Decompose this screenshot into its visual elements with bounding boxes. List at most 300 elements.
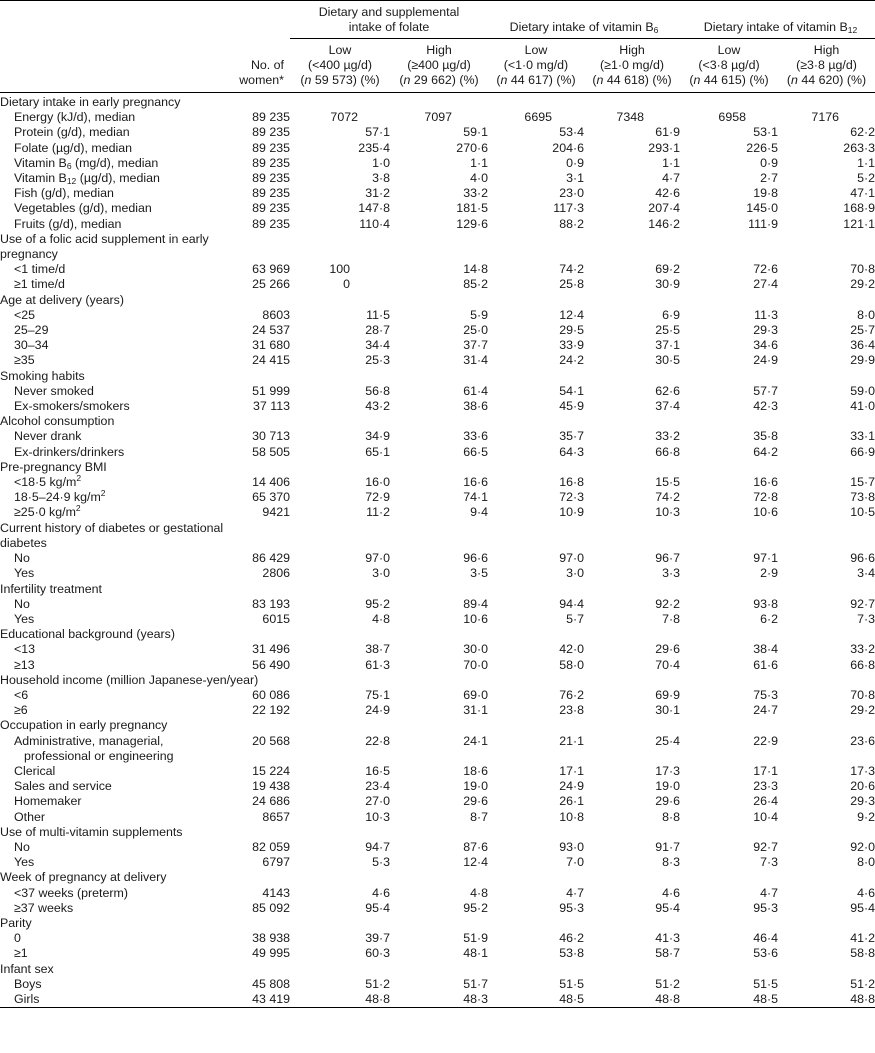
row-label-text: Occupation in early pregnancy [0, 718, 168, 733]
cell-value: 25·4 [655, 733, 680, 748]
row-label-text: Homemaker [14, 794, 82, 809]
cell-value [290, 749, 390, 764]
cell-value: 87·6 [463, 839, 488, 854]
cell-n-women: 89 235 [252, 110, 290, 125]
cell-value: 69·9 [655, 687, 680, 702]
table-row [0, 946, 875, 961]
row-label-suffix: (µg/d), median [76, 171, 160, 186]
cell-value: 29·2 [850, 277, 875, 292]
row-label-text: pregnancy [0, 247, 58, 262]
cell-value: 58·0 [559, 657, 584, 672]
cell-n-women: 24 537 [252, 323, 290, 338]
cell-value: 36·4 [850, 338, 875, 353]
section-header-row [0, 247, 875, 262]
header-col-n: 59 573 [314, 73, 353, 87]
cell-value: 100 [329, 262, 350, 277]
cell-n-women: 86 429 [252, 551, 290, 566]
header-col-n-prefix: n [304, 73, 312, 87]
table-row [0, 901, 875, 916]
cell-value: 29·5 [559, 323, 584, 338]
header-col-n: 44 617 [510, 73, 549, 87]
cell-value: 92·0 [850, 839, 875, 854]
section-header-row [0, 521, 875, 536]
table-row [0, 262, 875, 277]
cell-value: 263·3 [843, 140, 875, 155]
row-label-text: ≥6 [14, 703, 28, 718]
cell-value: 10·4 [753, 809, 778, 824]
row-label-text: Other [14, 809, 45, 824]
cell-value: 8·0 [857, 307, 875, 322]
row-label-text: Girls [14, 991, 40, 1006]
row-label-text: Infant sex [0, 961, 54, 976]
cell-n-women: 37 113 [253, 399, 290, 414]
row-label-text: 18·5–24·9 kg/m [14, 490, 101, 505]
cell-n-women: 6797 [262, 855, 290, 870]
cell-value: 27·4 [753, 277, 778, 292]
cell-value: 95·4 [850, 900, 875, 915]
row-label [0, 886, 238, 901]
row-label-text: Energy (kJ/d), median [14, 110, 136, 125]
row-label-text: Parity [0, 915, 32, 930]
cell-n-women: 89 235 [252, 171, 290, 186]
group-header-b12-text: Dietary intake of vitamin B [703, 20, 848, 34]
cell-value: 64·2 [753, 444, 778, 459]
row-label [0, 277, 238, 292]
header-col-b6-low: Low (<1·0 mg/d) (n 44 617) (%) [496, 43, 576, 87]
cell-value: 30·9 [655, 277, 680, 292]
cell-n-women: 22 192 [252, 703, 290, 718]
section-header-row [0, 369, 875, 384]
cell-value: 1·1 [470, 155, 488, 170]
cell-value: 61·9 [655, 125, 680, 140]
cell-value: 27·0 [365, 794, 390, 809]
header-col-b6-high: High (≥1·0 mg/d) (n 44 618) (%) [592, 43, 672, 87]
cell-value: 4·6 [662, 885, 680, 900]
table-row [0, 658, 875, 673]
header-group-row [0, 4, 875, 39]
section-header-row [0, 718, 875, 733]
row-label-text: professional or engineering [24, 748, 174, 763]
cell-value: 4·7 [760, 885, 778, 900]
cell-value: 207·4 [648, 201, 680, 216]
row-label-text: diabetes [0, 535, 47, 550]
row-label-text: Protein (g/d), median [14, 125, 130, 140]
cell-value: 4·7 [566, 885, 584, 900]
row-label [0, 855, 238, 870]
cell-n-women: 4143 [262, 885, 290, 900]
table-row [0, 277, 875, 292]
cell-value: 60·3 [365, 946, 390, 961]
cell-value: 51·9 [463, 931, 488, 946]
row-label-text: Clerical [14, 763, 56, 778]
cell-value: 94·7 [365, 839, 390, 854]
row-label [0, 521, 875, 536]
cell-value: 66·5 [463, 444, 488, 459]
row-label-text: Ex-smokers/smokers [14, 399, 130, 414]
group-header-b6-text: Dietary intake of vitamin B [509, 20, 654, 34]
row-label-text: Use of a folic acid supplement in early [0, 231, 209, 246]
row-label-text: 25–29 [14, 323, 49, 338]
header-n-women [238, 39, 290, 93]
table-row [0, 338, 875, 353]
cell-value: 38·4 [753, 642, 778, 657]
group-header-b6 [488, 4, 680, 39]
header-n-women-l1: No. of [250, 58, 284, 72]
group-header-folate [290, 4, 488, 39]
cell-value: 33·1 [850, 429, 875, 444]
cell-n-women: 24 415 [252, 353, 290, 368]
cell-value: 48·8 [365, 991, 390, 1006]
cell-value: 89·4 [463, 596, 488, 611]
cell-value: 16·6 [463, 475, 488, 490]
cell-n-women: 85 092 [252, 900, 290, 915]
table-row [0, 505, 875, 520]
row-label [0, 429, 238, 444]
table-row [0, 323, 875, 338]
row-label-text: <6 [14, 687, 29, 702]
row-label-text: 0 [14, 931, 21, 946]
cell-value: 17·3 [850, 763, 875, 778]
row-label [0, 734, 238, 749]
row-label [0, 977, 238, 992]
row-label [0, 353, 238, 368]
cell-value: 10·3 [365, 809, 390, 824]
cell-value: 35·8 [753, 429, 778, 444]
row-label-text: Alcohol consumption [0, 414, 115, 429]
cell-value: 39·7 [365, 931, 390, 946]
row-label-text: 30–34 [14, 338, 49, 353]
cell-value: 92·2 [655, 596, 680, 611]
cell-value: 70·4 [655, 657, 680, 672]
table-row [0, 734, 875, 749]
cell-value: 61·4 [463, 383, 488, 398]
cell-value: 53·1 [753, 125, 778, 140]
row-label [0, 642, 238, 657]
cell-n-women: 8603 [262, 307, 290, 322]
cell-value: 25·7 [850, 323, 875, 338]
cell-value: 11·3 [754, 307, 778, 322]
header-col-pct: (%) [652, 73, 672, 87]
cell-value: 3·4 [857, 566, 875, 581]
cell-value: 8·8 [662, 809, 680, 824]
row-label-text: Vitamin B [14, 171, 67, 186]
table-row [0, 490, 875, 505]
cell-value: 46·4 [753, 931, 778, 946]
cell-value: 88·2 [559, 216, 584, 231]
cell-value: 270·6 [456, 140, 488, 155]
cell-value: 37·4 [655, 399, 680, 414]
cell-value: 72·3 [559, 490, 584, 505]
cell-value: 51·2 [850, 976, 875, 991]
table-row [0, 764, 875, 779]
cell-value: 75·1 [365, 687, 390, 702]
cell-value: 24·2 [559, 353, 584, 368]
row-label [0, 612, 238, 627]
cell-value: 25·8 [559, 277, 584, 292]
table-row [0, 566, 875, 581]
row-label [0, 95, 875, 110]
cell-value: 181·5 [456, 201, 488, 216]
cell-value: 24·9 [365, 703, 390, 718]
cell-value: 110·4 [359, 216, 390, 231]
cell-value: 6·2 [760, 611, 778, 626]
table-row [0, 429, 875, 444]
cell-value: 34·4 [365, 338, 390, 353]
cell-value: 33·2 [463, 186, 488, 201]
cell-value: 95·4 [655, 900, 680, 915]
header-col-pct: (%) [846, 73, 867, 87]
cell-value: 3·3 [662, 566, 680, 581]
cell-value: 15·7 [850, 475, 875, 490]
cell-value: 48·5 [753, 991, 778, 1006]
row-label-text: ≥25·0 kg/m [14, 505, 76, 520]
cell-value: 96·7 [655, 551, 680, 566]
cell-value: 8·0 [857, 855, 875, 870]
table-row [0, 217, 875, 232]
cell-value: 48·8 [850, 991, 875, 1006]
row-label-text: ≥1 time/d [14, 277, 65, 292]
cell-value: 2·9 [760, 566, 778, 581]
cell-n-women: 51 999 [252, 383, 290, 398]
cell-value: 48·5 [559, 991, 584, 1006]
row-label [0, 946, 238, 961]
cell-value: 34·6 [753, 338, 778, 353]
cell-value: 66·9 [850, 444, 875, 459]
cell-value: 51·5 [559, 976, 584, 991]
table-row [0, 125, 875, 140]
cell-value: 29·2 [850, 703, 875, 718]
cell-value: 85·2 [463, 277, 488, 292]
cell-value: 41·0 [850, 399, 875, 414]
cell-value: 95·2 [463, 900, 488, 915]
cell-value: 17·1 [559, 763, 584, 778]
cell-value: 48·3 [463, 991, 488, 1006]
row-label [0, 962, 875, 977]
cell-value: 10·5 [850, 505, 875, 520]
cell-value: 94·4 [559, 596, 584, 611]
cell-value: 64·3 [559, 444, 584, 459]
cell-value: 11·2 [366, 505, 390, 520]
row-label [0, 369, 875, 384]
cell-value: 53·8 [559, 946, 584, 961]
cell-value: 4·6 [857, 885, 875, 900]
cell-value: 6·9 [662, 307, 680, 322]
cell-value: 226·5 [746, 140, 778, 155]
row-label-text: Pre-pregnancy BMI [0, 459, 107, 474]
cell-value: 21·1 [559, 733, 584, 748]
table-row [0, 445, 875, 460]
cell-value: 10·3 [655, 505, 680, 520]
table-row [0, 384, 875, 399]
cell-value: 29·3 [753, 323, 778, 338]
row-label-text: Sales and service [14, 779, 112, 794]
cell-value: 33·9 [559, 338, 584, 353]
cell-value: 5·7 [566, 611, 584, 626]
row-label-text: Infertility treatment [0, 581, 102, 596]
row-label-text: ≥13 [14, 657, 35, 672]
cell-value: 10·9 [559, 505, 584, 520]
cell-value: 53·4 [559, 125, 584, 140]
cell-value: 33·2 [655, 429, 680, 444]
cell-value: 57·7 [753, 383, 778, 398]
cell-value: 5·9 [470, 307, 488, 322]
cell-value: 61·3 [365, 657, 390, 672]
cell-n-women: 89 235 [252, 216, 290, 231]
cell-value: 56·8 [365, 383, 390, 398]
row-label-text: Yes [14, 566, 35, 581]
row-label [0, 825, 875, 840]
cell-value: 5·2 [857, 171, 875, 186]
cell-value: 62·2 [850, 125, 875, 140]
cell-value: 8·7 [470, 809, 488, 824]
row-label [0, 673, 875, 688]
cell-n-women: 15 224 [252, 763, 290, 778]
cell-value: 19·0 [655, 779, 680, 794]
cell-value: 95·4 [365, 900, 390, 915]
row-label-text: Household income (million Japanese-yen/year) [0, 672, 259, 687]
row-label [0, 125, 238, 140]
cell-n-women: 6015 [262, 611, 290, 626]
cell-value: 24·9 [559, 779, 584, 794]
section-header-row [0, 293, 875, 308]
cell-value: 11·5 [366, 307, 390, 322]
cell-value: 33·6 [463, 429, 488, 444]
cell-value: 26·4 [753, 794, 778, 809]
row-label-text: Administrative, managerial, [14, 733, 164, 748]
row-label-text: Yes [14, 611, 35, 626]
header-col-b12-high: High (≥3·8 µg/d) (n 44 620) (%) [786, 43, 867, 87]
cell-value: 37·7 [463, 338, 488, 353]
cell-value: 58·8 [850, 946, 875, 961]
cell-value: 24·7 [753, 703, 778, 718]
cell-value: 37·1 [655, 338, 680, 353]
row-label [0, 171, 238, 186]
cell-value: 51·5 [753, 976, 778, 991]
header-col-label: Low [717, 43, 741, 57]
row-label-text: Folate (µg/d), median [14, 140, 133, 155]
cell-value: 76·2 [559, 687, 584, 702]
cell-value: 16·8 [559, 475, 584, 490]
cell-value: 70·0 [463, 657, 488, 672]
header-col-label: Low [524, 43, 548, 57]
row-label [0, 399, 238, 414]
row-label [0, 414, 875, 429]
cell-value: 69·0 [463, 687, 488, 702]
cell-value: 235·4 [358, 140, 390, 155]
table-row [0, 597, 875, 612]
cell-value: 42·6 [655, 186, 680, 201]
cell-value: 1·1 [662, 155, 680, 170]
cell-value: 2·7 [760, 171, 778, 186]
cell-value: 97·1 [753, 551, 778, 566]
row-label [0, 627, 875, 642]
cell-value: 147·8 [358, 201, 390, 216]
row-label-text: Fish (g/d), median [14, 186, 114, 201]
row-label-text: Current history of diabetes or gestational [0, 520, 224, 535]
cell-value: 92·7 [850, 596, 875, 611]
row-label [0, 870, 875, 885]
cell-n-women: 24 686 [252, 794, 290, 809]
section-header-row [0, 627, 875, 642]
row-label [0, 262, 238, 277]
cell-value: 31·2 [365, 186, 390, 201]
cell-value: 24·1 [463, 733, 488, 748]
cell-value [680, 749, 778, 764]
table-row [0, 156, 875, 171]
header-col-n-prefix: n [403, 73, 411, 87]
cell-value: 12·4 [463, 855, 488, 870]
cell-value: 16·5 [365, 763, 390, 778]
cell-value: 38·7 [365, 642, 390, 657]
row-label [0, 931, 238, 946]
row-label [0, 536, 875, 551]
cell-value: 4·8 [372, 611, 390, 626]
cell-value: 29·9 [850, 353, 875, 368]
table-row [0, 779, 875, 794]
cell-value: 4·7 [662, 171, 680, 186]
cell-value: 12·4 [559, 307, 584, 322]
row-label-superscript: 2 [100, 488, 106, 499]
header-col-threshold: (<1·0 mg/d) [503, 58, 569, 72]
header-col-label: High [619, 43, 645, 57]
cell-value: 10·8 [559, 809, 584, 824]
header-col-threshold: (<3·8 µg/d) [698, 58, 760, 72]
cell-value: 42·3 [753, 399, 778, 414]
header-col-label: High [813, 43, 840, 57]
row-label-text: ≥35 [14, 353, 35, 368]
cell-value: 4·8 [470, 885, 488, 900]
section-header-row [0, 414, 875, 429]
cell-value: 9·4 [470, 505, 488, 520]
cell-value: 61·6 [753, 657, 778, 672]
table-row [0, 141, 875, 156]
cell-value: 51·2 [365, 976, 390, 991]
row-label-text: Boys [14, 976, 42, 991]
cell-value: 57·1 [365, 125, 390, 140]
row-label-text: Dietary intake in early pregnancy [0, 95, 181, 109]
cell-value: 95·2 [365, 596, 390, 611]
cell-value: 74·2 [655, 490, 680, 505]
table-row [0, 855, 875, 870]
cell-value: 93·0 [559, 839, 584, 854]
cell-n-women: 14 406 [252, 475, 290, 490]
table-row [0, 992, 875, 1008]
table-row [0, 749, 875, 764]
cell-n-women [238, 749, 290, 764]
row-label [0, 718, 875, 733]
row-label-subscript: 12 [66, 176, 77, 187]
cell-value: 129·6 [456, 216, 488, 231]
cell-value: 3·0 [566, 566, 584, 581]
row-label [0, 308, 238, 323]
table-body [0, 95, 875, 1008]
row-label [0, 582, 875, 597]
cell-value: 7072 [330, 110, 358, 125]
cell-value: 25·0 [463, 323, 488, 338]
cell-value: 93·8 [753, 596, 778, 611]
row-label [0, 992, 238, 1008]
row-label [0, 323, 238, 338]
cell-value: 31·1 [463, 703, 488, 718]
cell-value: 145·0 [746, 201, 778, 216]
row-label-subscript: 6 [66, 160, 72, 171]
header-col-n: 44 615 [703, 73, 742, 87]
cell-value: 7·0 [566, 855, 584, 870]
cell-value: 28·7 [365, 323, 390, 338]
row-label [0, 293, 875, 308]
row-label-text: Smoking habits [0, 368, 85, 383]
table-row [0, 688, 875, 703]
